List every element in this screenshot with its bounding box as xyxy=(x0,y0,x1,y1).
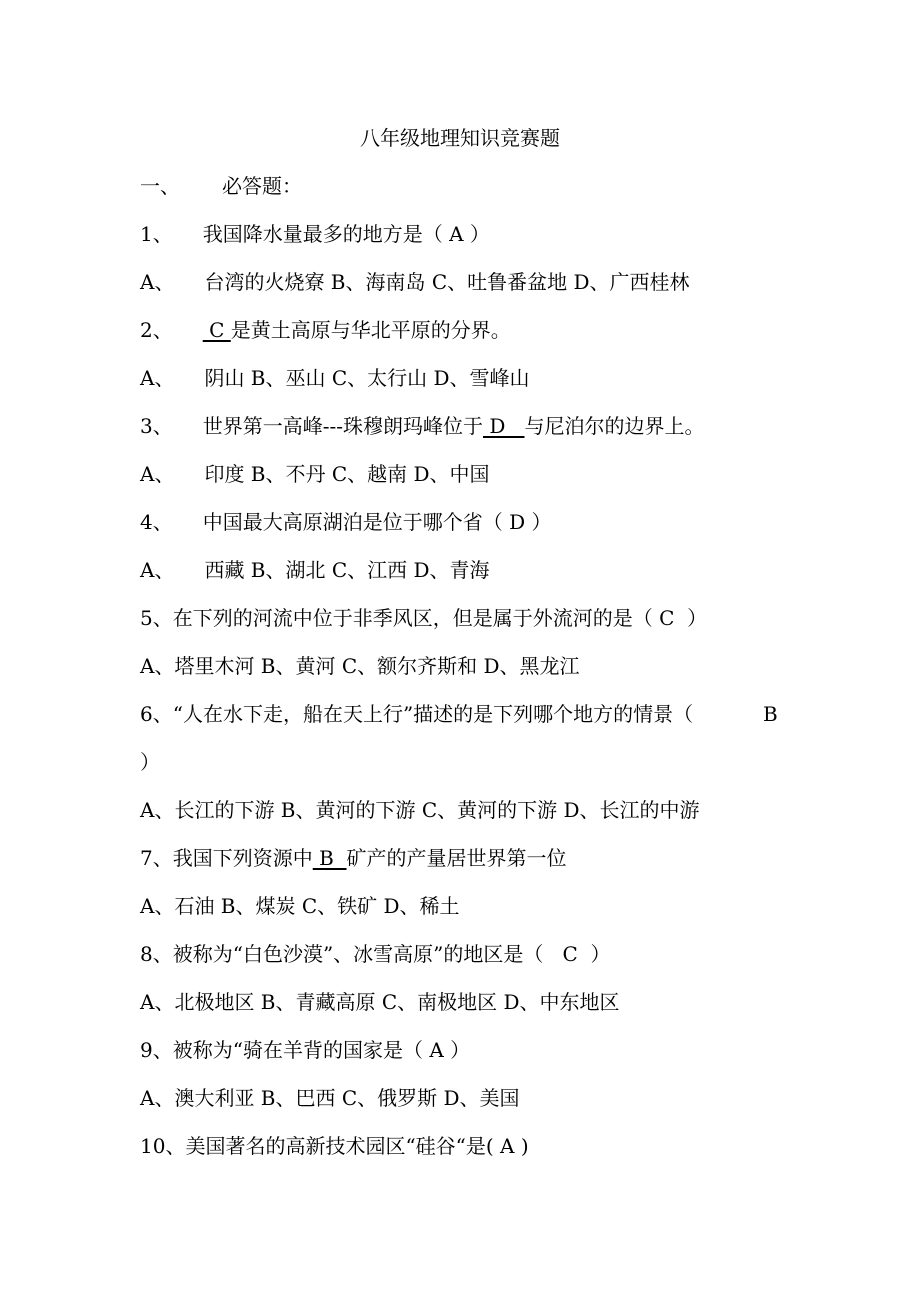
question-6-options xyxy=(140,796,700,824)
question-text: 我国降水量最多的地方是（ A ） xyxy=(202,222,490,246)
question-8 xyxy=(140,940,611,968)
section-heading xyxy=(140,172,302,200)
options-prefix: A、 xyxy=(140,366,175,390)
question-text-before: 世界第一高峰---珠穆朗玛峰位于 xyxy=(202,414,484,438)
question-number: 9、 xyxy=(140,1038,173,1062)
question-3-options xyxy=(140,460,490,488)
question-7 xyxy=(140,844,567,872)
question-1 xyxy=(140,220,490,248)
question-number: 4、 xyxy=(140,510,173,534)
question-2 xyxy=(140,316,511,344)
question-6-answer: B xyxy=(763,702,778,726)
question-7-options xyxy=(140,892,460,920)
question-text: 中国最大高原湖泊是位于哪个省（ D ） xyxy=(202,510,552,534)
answer-blank: C xyxy=(202,318,231,342)
question-8-options xyxy=(140,988,620,1016)
answer-blank: B xyxy=(312,846,347,870)
question-number: 3、 xyxy=(140,414,173,438)
question-text: 美国著名的高新技术园区“硅谷“是( A ) xyxy=(185,1134,529,1158)
question-5 xyxy=(140,604,707,632)
options-prefix: A、 xyxy=(140,270,175,294)
question-6 xyxy=(140,700,693,728)
question-number: 2、 xyxy=(140,318,173,342)
question-text-before: 我国下列资源中 xyxy=(172,846,313,870)
question-text: “人在水下走，船在天上行”描述的是下列哪个地方的情景（ xyxy=(172,702,694,726)
options-text: A、石油 B、煤炭 C、铁矿 D、稀土 xyxy=(140,894,460,918)
document-title: 八年级地理知识竞赛题 xyxy=(360,126,560,150)
options-prefix: A、 xyxy=(140,558,175,582)
answer-blank: D xyxy=(483,414,525,438)
section-label: 必答题： xyxy=(222,174,302,198)
options-prefix: A、 xyxy=(140,462,175,486)
question-number: 1、 xyxy=(140,222,173,246)
question-6-closing: ） xyxy=(140,750,160,774)
question-text: 被称为“白色沙漠”、冰雪高原”的地区是（ C ） xyxy=(172,942,611,966)
options-text: 台湾的火烧寮 B、海南岛 C、吐鲁番盆地 D、广西桂林 xyxy=(204,270,690,294)
question-number: 7、 xyxy=(140,846,173,870)
question-2-options xyxy=(140,364,530,392)
question-number: 10、 xyxy=(140,1134,186,1158)
question-text-after: 矿产的产量居世界第一位 xyxy=(346,846,567,870)
options-text: A、澳大利亚 B、巴西 C、俄罗斯 D、美国 xyxy=(140,1086,520,1110)
question-text: 在下列的河流中位于非季风区，但是属于外流河的是（ C ） xyxy=(172,606,708,630)
section-number: 一、 xyxy=(140,174,180,198)
question-3 xyxy=(140,412,704,440)
question-1-options xyxy=(140,268,690,296)
question-number: 8、 xyxy=(140,942,173,966)
question-number: 5、 xyxy=(140,606,173,630)
options-text: A、长江的下游 B、黄河的下游 C、黄河的下游 D、长江的中游 xyxy=(140,798,700,822)
question-text: 是黄土高原与华北平原的分界。 xyxy=(230,318,511,342)
options-text: 阴山 B、巫山 C、太行山 D、雪峰山 xyxy=(204,366,530,390)
question-5-options xyxy=(140,652,580,680)
question-text-after: 与尼泊尔的边界上。 xyxy=(524,414,705,438)
question-10 xyxy=(140,1132,529,1160)
question-number: 6、 xyxy=(140,702,173,726)
question-9 xyxy=(140,1036,470,1064)
question-9-options xyxy=(140,1084,520,1112)
question-4-options xyxy=(140,556,490,584)
question-text: 被称为“骑在羊背的国家是（ A ） xyxy=(172,1038,471,1062)
options-text: 西藏 B、湖北 C、江西 D、青海 xyxy=(204,558,490,582)
options-text: A、北极地区 B、青藏高原 C、南极地区 D、中东地区 xyxy=(140,990,620,1014)
options-text: A、塔里木河 B、黄河 C、额尔齐斯和 D、黑龙江 xyxy=(140,654,580,678)
question-4 xyxy=(140,508,551,536)
options-text: 印度 B、不丹 C、越南 D、中国 xyxy=(204,462,490,486)
